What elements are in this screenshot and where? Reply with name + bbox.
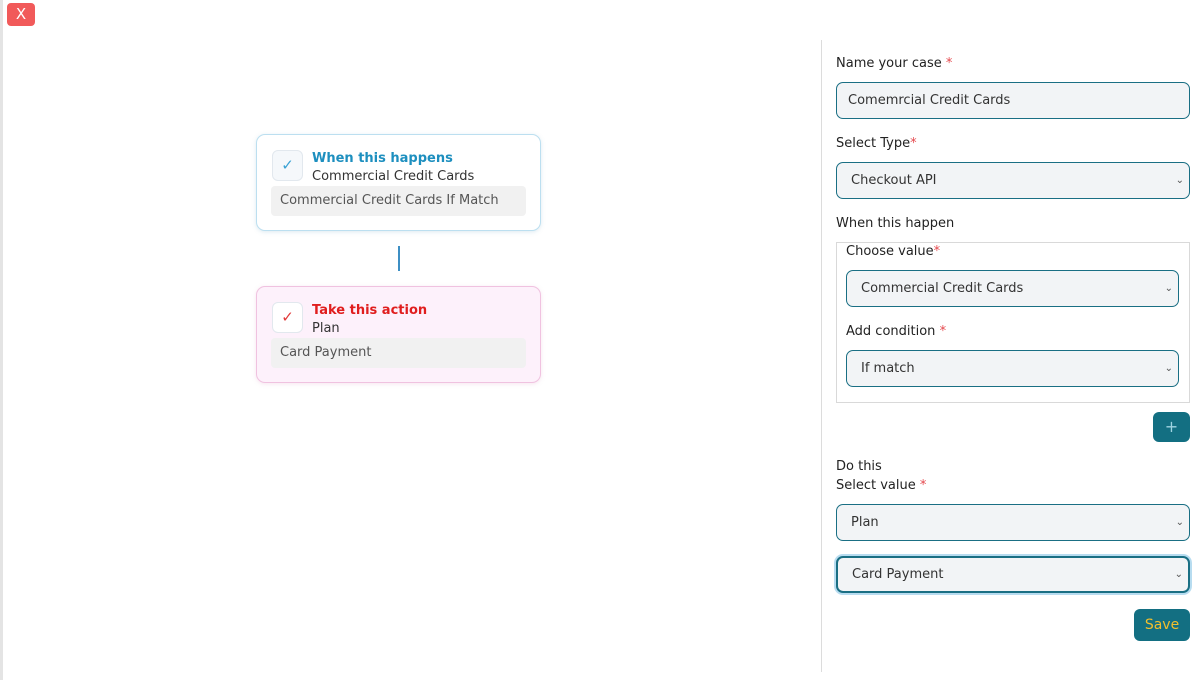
when-card-value: Commercial Credit Cards If Match <box>271 186 526 216</box>
select-type-label <box>836 136 917 151</box>
case-name-label <box>836 56 952 71</box>
action-card-title: Take this action <box>312 303 428 318</box>
case-name-value: Comemrcial Credit Cards <box>848 93 1011 108</box>
add-condition-label <box>846 324 946 339</box>
action-card-subtitle: Plan <box>312 321 340 336</box>
do-section-heading: Do this <box>836 459 882 474</box>
check-icon: ✓ <box>272 150 303 181</box>
chevron-down-icon: ⌄ <box>1174 569 1183 580</box>
when-card-title: When this happens <box>312 151 453 166</box>
choose-value-label-text: Choose value <box>846 244 934 259</box>
select-type-value: Checkout API <box>851 173 937 188</box>
action-card-value: Card Payment <box>271 338 526 368</box>
required-mark: * <box>933 244 941 259</box>
add-condition-dropdown[interactable] <box>846 350 1179 387</box>
chevron-down-icon: ⌄ <box>1164 283 1173 294</box>
close-icon: X <box>15 5 27 23</box>
chevron-down-icon: ⌄ <box>1175 517 1184 528</box>
case-name-label-text: Name your case <box>836 56 942 71</box>
action-value-dropdown[interactable] <box>836 556 1190 593</box>
case-name-input[interactable] <box>836 82 1190 119</box>
select-type-dropdown[interactable] <box>836 162 1190 199</box>
save-button[interactable]: Save <box>1134 609 1190 641</box>
when-card-subtitle: Commercial Credit Cards <box>312 169 475 184</box>
add-condition-value: If match <box>861 361 915 376</box>
required-mark: * <box>910 136 917 151</box>
choose-value-value: Commercial Credit Cards <box>861 281 1024 296</box>
chevron-down-icon: ⌄ <box>1175 175 1184 186</box>
close-button[interactable] <box>7 3 35 26</box>
action-card[interactable] <box>256 286 541 383</box>
required-mark: * <box>945 56 953 71</box>
required-mark: * <box>919 478 927 493</box>
check-icon: ✓ <box>272 302 303 333</box>
flow-connector <box>398 246 400 271</box>
when-card[interactable] <box>256 134 541 231</box>
select-type-label-text: Select Type <box>836 136 911 151</box>
add-condition-label-text: Add condition <box>846 324 936 339</box>
required-mark: * <box>939 324 947 339</box>
plus-icon: + <box>1164 417 1179 436</box>
select-value-label <box>836 478 926 493</box>
when-section-heading: When this happen <box>836 216 955 231</box>
choose-value-dropdown[interactable] <box>846 270 1179 307</box>
select-value-value: Plan <box>851 515 879 530</box>
chevron-down-icon: ⌄ <box>1164 363 1173 374</box>
left-edge-border <box>0 0 3 680</box>
panel-divider <box>821 40 822 672</box>
select-value-dropdown[interactable] <box>836 504 1190 541</box>
action-value-value: Card Payment <box>852 567 944 582</box>
select-value-label-text: Select value <box>836 478 916 493</box>
choose-value-label <box>846 244 940 259</box>
add-condition-button[interactable] <box>1153 412 1190 442</box>
